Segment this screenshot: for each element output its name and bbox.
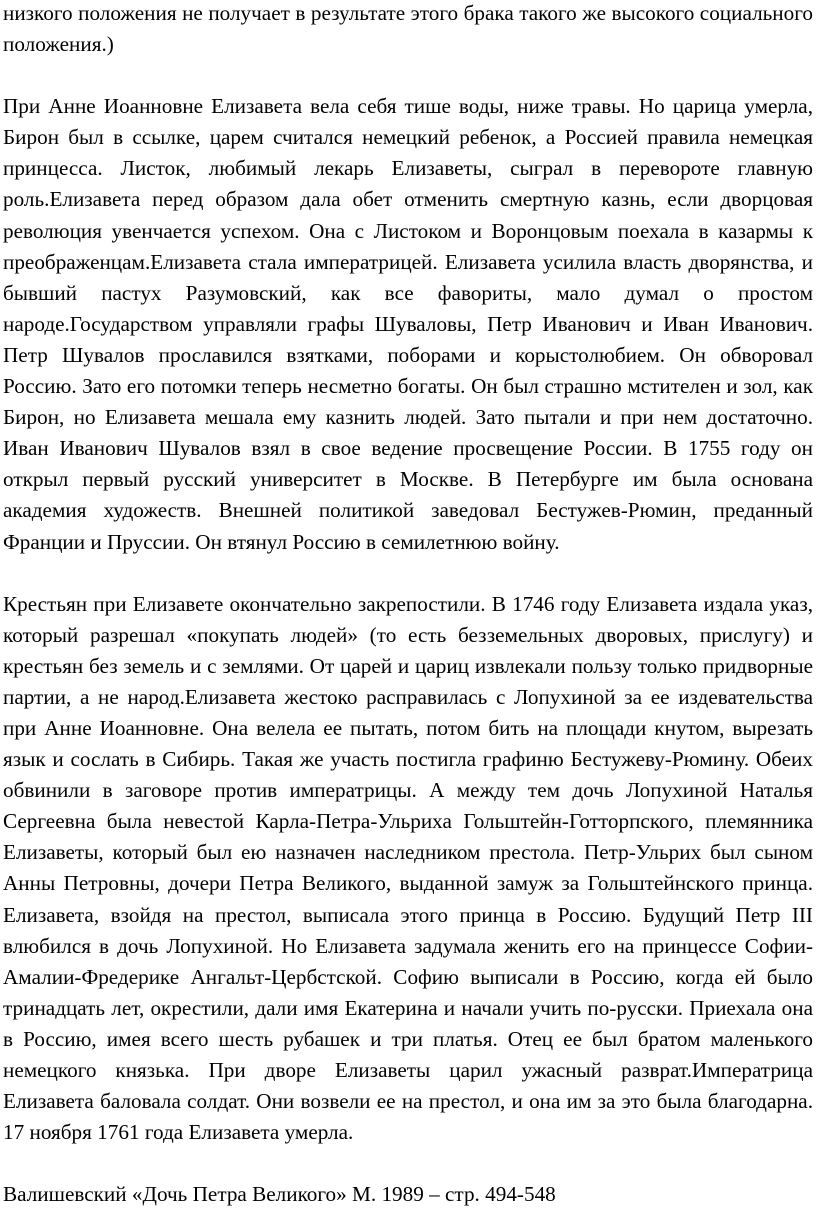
paragraph-gap [3, 558, 813, 589]
paragraph-gap [3, 60, 813, 91]
paragraph-gap [3, 1148, 813, 1179]
paragraph-peasants-and-court: Крестьян при Елизавете окончательно закрепостили. В 1746 году Елизавета издала указ, который разрешал «покупать людей» (то есть безземельных дворовых, прислугу) и крестьян без земель и с землями. От царей и цариц извлекали пользу только придворные партии, а не народ.Елизавета жестоко расправилась с Лопухиной за ее издевательства при Анне Иоанновне. Она велела ее пытать, потом бить на площади кнутом, вырезать язык и сослать в Сибирь. Такая же участь постигла графиню Бестужеву-Рюмину. Обеих обвинили в заговоре против императрицы. А между тем дочь Лопухиной Наталья Сергеевна была невестой Карла-Петра-Ульриха Гольштейн-Готторпского, племянника Елизаветы, который был ею назначен наследником престола. Петр-Ульрих был сыном Анны Петровны, дочери Петра Великого, выданной замуж за Гольштейнского принца. Елизавета, взойдя на престол, выписала этого принца в Россию. Будущий Петр III влюбился в дочь Лопухиной. Но Елизавета задумала женить его на принцессе Софии-Амалии-Фредерике Ангальт-Цербстской. Софию выписали в Россию, когда ей было тринадцать лет, окрестили, дали имя Екатерина и начали учить по-русски. Приехала она в Россию, имея всего шесть рубашек и три платья. Отец ее был братом маленького немецкого князька. При дворе Елизаветы царил ужасный разврат.Императрица Елизавета баловала солдат. Они возвели ее на престол, и она им за это была благодарна. 17 ноября 1761 года Елизавета умерла. [3, 591, 813, 1145]
paragraph-intro: низкого положения не получает в результате этого брака такого же высокого социального положения.) [3, 1, 813, 57]
source-citation: Валишевский «Дочь Петра Великого» М. 1989 – стр. 494-548 [3, 1182, 556, 1207]
paragraph-elizabeth-reign: При Анне Иоанновне Елизавета вела себя тише воды, ниже травы. Но царица умерла, Бирон был в ссылке, царем считался немецкий ребенок, а Россией правила немецкая принцесса. Листок, любимый лекарь Елизаветы, сыграл в перевороте главную роль.Елизавета перед образом дала обет отменить смертную казнь, если дворцовая революция увенчается успехом. Она с Листоком и Воронцовым поехала в казармы к преображенцам.Елизавета стала императрицей. Елизавета усилила власть дворянства, и бывший пастух Разумовский, как все фавориты, мало думал о простом народе.Государством управляли графы Шуваловы, Петр Иванович и Иван Иванович. Петр Шувалов прославился взятками, поборами и корыстолюбием. Он обворовал Россию. Зато его потомки теперь несметно богаты. Он был страшно мстителен и зол, как Бирон, но Елизавета мешала ему казнить людей. Зато пытали и при нем достаточно. Иван Иванович Шувалов взял в свое ведение просвещение России. В 1755 году он открыл первый русский университет в Москве. В Петербурге им была основана академия художеств. Внешней политикой заведовал Бестужев-Рюмин, преданный Франции и Пруссии. Он втянул Россию в семилетнюю войну. [3, 94, 813, 554]
